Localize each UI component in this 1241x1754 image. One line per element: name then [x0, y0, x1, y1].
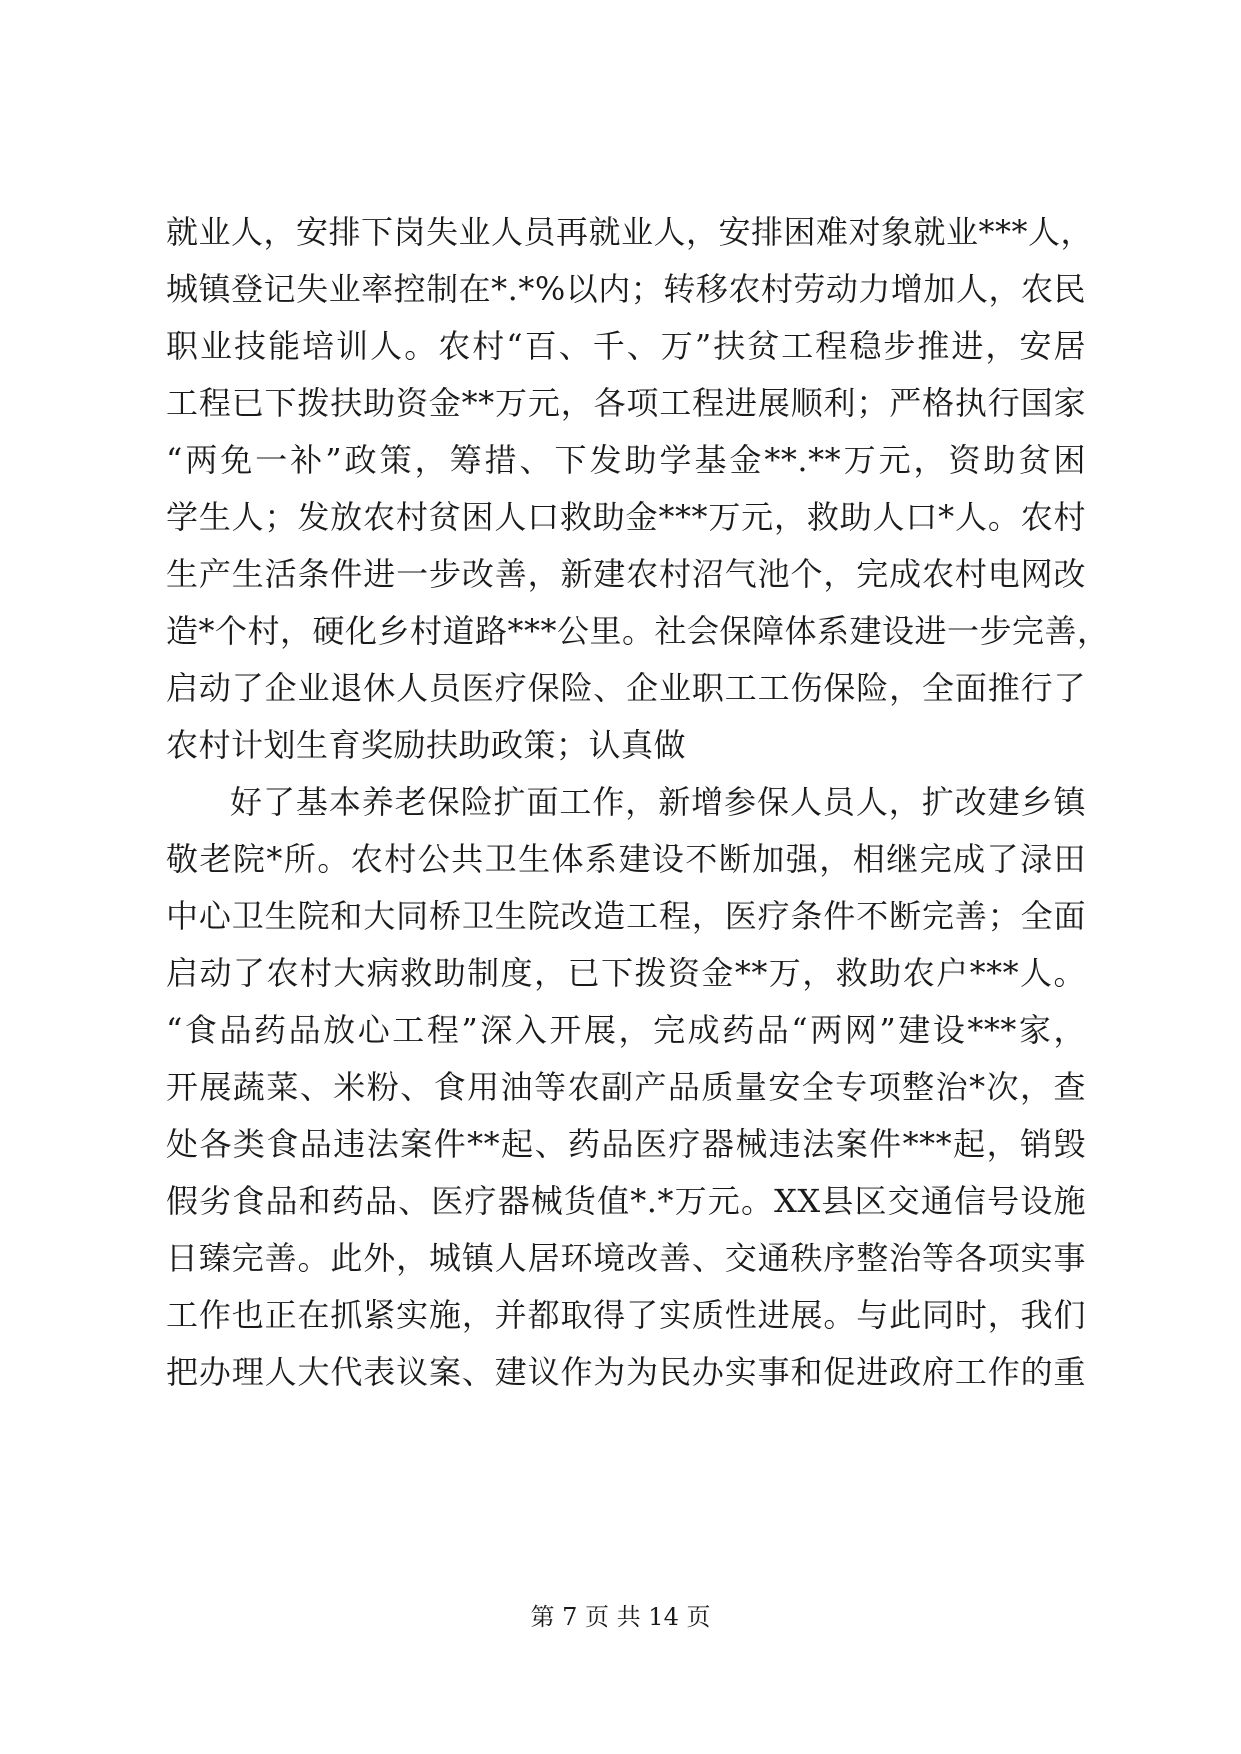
text-line: 农村计划生育奖励扶助政策；认真做 [166, 726, 687, 764]
text-line: 假劣食品和药品、医疗器械货值*.*万元。XX县区交通信号设施 [166, 1182, 1086, 1220]
text-line: “食品药品放心工程”深入开展，完成药品“两网”建设***家， [166, 1011, 1086, 1049]
text-line: 职业技能培训人。农村“百、千、万”扶贫工程稳步推进，安居 [166, 327, 1086, 365]
text-line: 日臻完善。此外，城镇人居环境改善、交通秩序整治等各项实事 [166, 1239, 1086, 1277]
text-line: 启动了企业退休人员医疗保险、企业职工工伤保险，全面推行了 [166, 669, 1086, 707]
text-line: 学生人；发放农村贫困人口救助金***万元，救助人口*人。农村 [166, 498, 1086, 536]
text-line: 把办理人大代表议案、建议作为为民办实事和促进政府工作的重 [166, 1353, 1086, 1391]
text-line: 就业人，安排下岗失业人员再就业人，安排困难对象就业***人， [166, 213, 1094, 251]
text-line: 处各类食品违法案件**起、药品医疗器械违法案件***起，销毁 [166, 1125, 1086, 1163]
paragraph-first-line: 好了基本养老保险扩面工作，新增参保人员人，扩改建乡镇 [230, 783, 1086, 821]
text-line: 工作也正在抓紧实施，并都取得了实质性进展。与此同时，我们 [166, 1296, 1086, 1334]
text-line: 开展蔬菜、米粉、食用油等农副产品质量安全专项整治*次，查 [166, 1068, 1086, 1106]
text-line: 城镇登记失业率控制在*.*%以内；转移农村劳动力增加人，农民 [166, 270, 1086, 308]
text-line: 中心卫生院和大同桥卫生院改造工程，医疗条件不断完善；全面 [166, 897, 1086, 935]
page-number-footer: 第 7 页 共 14 页 [530, 1603, 711, 1631]
text-line: 启动了农村大病救助制度，已下拨资金**万，救助农户***人。 [166, 954, 1086, 992]
text-line: 工程已下拨扶助资金**万元，各项工程进展顺利；严格执行国家 [166, 384, 1086, 422]
text-line: 敬老院*所。农村公共卫生体系建设不断加强，相继完成了渌田 [166, 840, 1086, 878]
text-line: 造*个村，硬化乡村道路***公里。社会保障体系建设进一步完善， [166, 612, 1110, 650]
text-line: 生产生活条件进一步改善，新建农村沼气池个，完成农村电网改 [166, 555, 1086, 593]
text-line: “两免一补”政策，筹措、下发助学基金**.**万元，资助贫困 [166, 441, 1086, 479]
